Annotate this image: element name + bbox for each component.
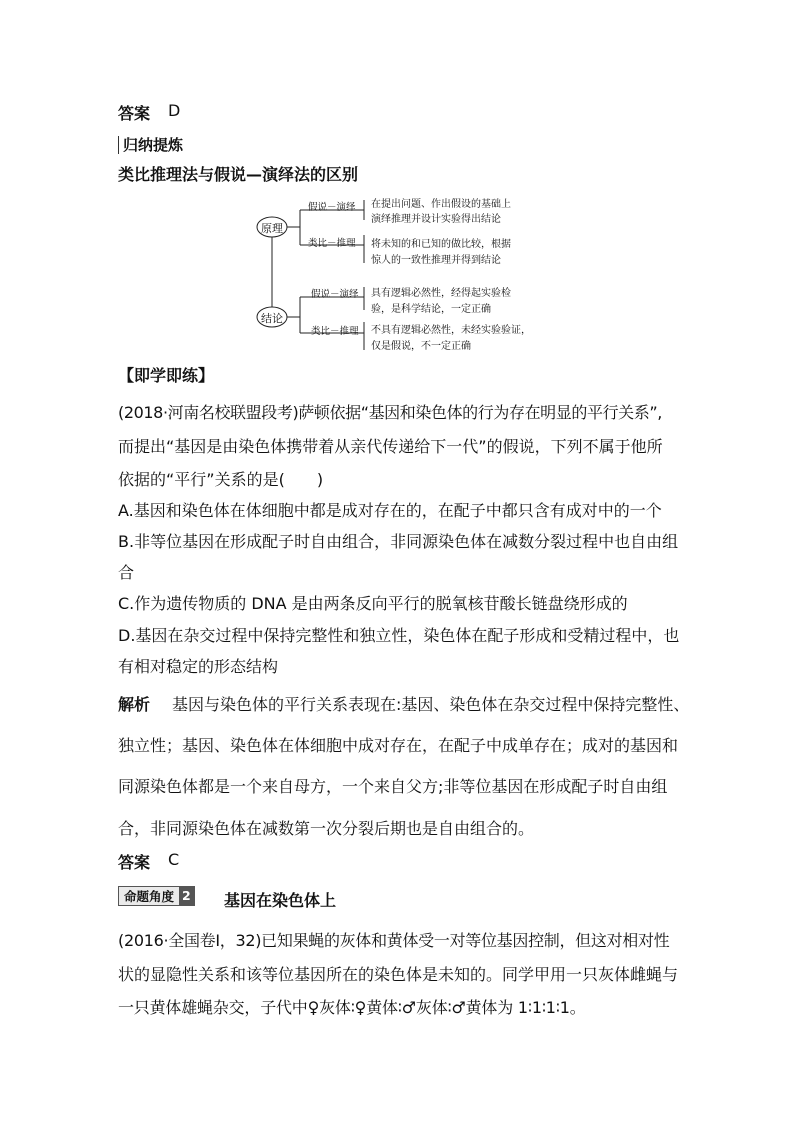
question2-line-3: 一只黄体雄蝇杂交，子代中♀灰体∶♀黄体∶♂灰体∶♂黄体为 1∶1∶1∶1。 (118, 998, 586, 1017)
summary-tag (118, 134, 187, 155)
branch-principle-hypothesis-label: 假说－演绎 (308, 202, 356, 213)
branch-conclusion-analogy-text1: 不具有逻辑必然性，未经实验验证， (371, 325, 531, 336)
summary-tag-text: 归纳提炼 (118, 136, 187, 154)
branch-principle-analogy-text1: 将未知的和已知的做比较，根据 (371, 239, 511, 250)
option-c: C.作为遗传物质的 DNA 是由两条反向平行的脱氧核苷酸长链盘绕形成的 (118, 594, 628, 613)
question-line-2: 而提出“基因是由染色体携带着从亲代传递给下一代”的假说，下列不属于他所 (118, 437, 663, 456)
option-b-line-2: 合 (118, 563, 135, 582)
branch-principle-hypothesis-text2: 演绎推理并设计实验得出结论 (371, 214, 501, 225)
analysis-line-4: 合，非同源染色体在减数第一次分裂后期也是自由组合的。 (118, 819, 535, 838)
angle-title: 基因在染色体上 (224, 891, 337, 910)
answer2-label: 答案 (118, 853, 151, 872)
answer-label: 答案 (118, 104, 151, 123)
section-heading: 类比推理法与假说—演绎法的区别 (118, 165, 359, 184)
branch-principle-analogy-text2: 惊人的一致性推理并得到结论 (371, 255, 501, 266)
principle-node-shape (257, 217, 287, 237)
question-line-3: 依据的“平行”关系的是( ) (118, 470, 324, 489)
question2-line-1: (2016·全国卷Ⅰ，32)已知果蝇的灰体和黄体受一对等位基因控制，但这对相对性 (118, 931, 670, 950)
conclusion-node-label: 结论 (261, 312, 283, 325)
answer2-value: C (168, 850, 180, 869)
angle-tag (118, 886, 195, 906)
option-a: A.基因和染色体在体细胞中都是成对存在的，在配子中都只含有成对中的一个 (118, 501, 662, 520)
conclusion-node-shape (257, 307, 287, 327)
angle-tag-text: 命题角度 (124, 889, 175, 904)
answer-value: D (168, 101, 181, 120)
option-b-line-1: B.非等位基因在形成配子时自由组合，非同源染色体在减数分裂过程中也自由组 (118, 532, 679, 551)
branch-conclusion-hypothesis-label: 假说－演绎 (311, 289, 359, 300)
analysis-line-2: 独立性；基因、染色体在体细胞中成对存在，在配子中成单存在；成对的基因和 (118, 736, 679, 755)
angle-tag-number: 2 (179, 887, 194, 905)
analysis-label: 解析 (118, 695, 151, 714)
principle-node-label: 原理 (261, 222, 283, 235)
option-d-line-1: D.基因在杂交过程中保持完整性和独立性，染色体在配子形成和受精过程中，也 (118, 626, 680, 645)
branch-conclusion-analogy-text2: 仅是假说，不一定正确 (371, 341, 471, 352)
branch-principle-hypothesis-text1: 在提出问题、作出假设的基础上 (371, 199, 511, 210)
angle-tag-box (118, 886, 195, 906)
practice-heading: 【即学即练】 (118, 366, 215, 385)
analysis-line-3: 同源染色体都是一个来自母方，一个来自父方;非等位基因在形成配子时自由组 (118, 777, 668, 796)
branch-conclusion-analogy-label: 类比－推理 (311, 326, 359, 337)
option-d-line-2: 有相对稳定的形态结构 (118, 657, 279, 676)
analysis-line-1: 基因与染色体的平行关系表现在:基因、染色体在杂交过程中保持完整性、 (172, 695, 690, 714)
question2-line-2: 状的显隐性关系和该等位基因所在的染色体是未知的。同学甲用一只灰体雌蝇与 (118, 965, 679, 984)
branch-conclusion-hypothesis-text2: 验，是科学结论，一定正确 (371, 304, 491, 315)
branch-principle-analogy-label: 类比－推理 (308, 238, 356, 249)
question-line-1: (2018·河南名校联盟段考)萨顿依据“基因和染色体的行为存在明显的平行关系”, (118, 403, 662, 422)
branch-conclusion-hypothesis-text1: 具有逻辑必然性，经得起实验检 (371, 288, 511, 299)
